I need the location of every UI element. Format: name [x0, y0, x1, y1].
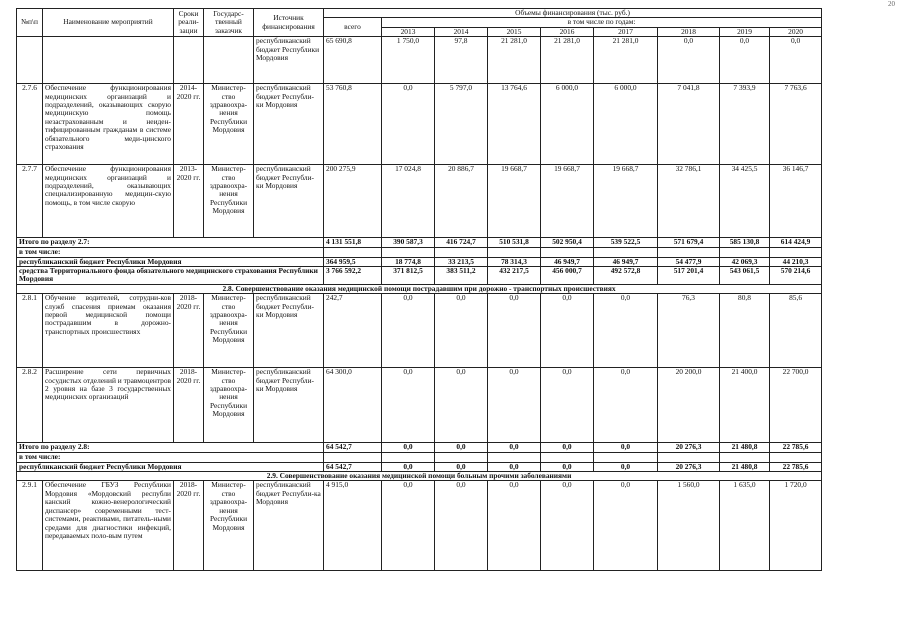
table-header — [17, 9, 822, 37]
header-terms: Сроки реали-зации — [174, 9, 204, 37]
amount-year: 0,0 — [720, 37, 770, 84]
amount-year: 46 949,7 — [594, 257, 658, 266]
amount-total: 3 766 592,2 — [324, 267, 382, 285]
amount-year: 21 480,8 — [720, 462, 770, 471]
empty-cell — [324, 453, 382, 462]
activity-name: Обеспечение функционирования медицинских организаций и подразделений, оказывающих специализированную медицин-скую помощь, в том числе скорую — [43, 165, 174, 238]
amount-year: 1 750,0 — [382, 37, 435, 84]
amount-year: 18 774,8 — [382, 257, 435, 266]
state-customer: Министер-ство здравоохра-нения Республики Мордовия — [204, 165, 254, 238]
empty-cell — [720, 248, 770, 257]
amount-year: 0,0 — [658, 37, 720, 84]
subtotal-caption-row — [17, 453, 822, 462]
header-year: 2019 — [720, 27, 770, 36]
amount-year: 78 314,3 — [488, 257, 541, 266]
implementation-terms — [174, 37, 204, 84]
amount-year: 0,0 — [541, 294, 594, 368]
amount-total: 4 131 551,8 — [324, 238, 382, 248]
summary-row — [17, 443, 822, 453]
table-row — [17, 37, 822, 84]
header-no: №п\п — [17, 9, 43, 37]
amount-year: 17 024,8 — [382, 165, 435, 238]
amount-year: 456 000,7 — [541, 267, 594, 285]
empty-cell — [541, 453, 594, 462]
empty-cell — [770, 248, 822, 257]
table-row — [17, 165, 822, 238]
subtotal-caption: в том числе: — [17, 453, 324, 462]
summary-row — [17, 267, 822, 285]
row-number: 2.7.6 — [17, 84, 43, 165]
table-row — [17, 481, 822, 571]
header-year: 2013 — [382, 27, 435, 36]
header-total: всего — [324, 18, 382, 37]
amount-year: 0,0 — [488, 462, 541, 471]
amount-year: 7 763,6 — [770, 84, 822, 165]
amount-year: 570 214,6 — [770, 267, 822, 285]
amount-year: 19 668,7 — [594, 165, 658, 238]
amount-year: 0,0 — [541, 481, 594, 571]
amount-year: 0,0 — [594, 462, 658, 471]
amount-total: 64 542,7 — [324, 443, 382, 453]
amount-year: 20 276,3 — [658, 462, 720, 471]
implementation-terms: 2018-2020 гг. — [174, 294, 204, 368]
amount-year: 20 200,0 — [658, 368, 720, 443]
amount-year: 21 281,0 — [541, 37, 594, 84]
empty-cell — [382, 453, 435, 462]
state-customer: Министер-ство здравоохра-нения Республики Мордовия — [204, 368, 254, 443]
amount-total: 53 760,8 — [324, 84, 382, 165]
activity-name: Обучение водителей, сотрудни-ков служб спасения приемам оказания первой медицинской помощи пострадавшим в дорожно-транспортных происшествиях — [43, 294, 174, 368]
table-row — [17, 294, 822, 368]
header-incl-years: в том числе по годам: — [382, 18, 822, 27]
implementation-terms: 2013-2020 гг. — [174, 165, 204, 238]
amount-year: 0,0 — [541, 462, 594, 471]
amount-year: 0,0 — [435, 294, 488, 368]
activity-name: Обеспечение ГБУЗ Республики Мордовия «Мордовский республи канский кожно-венерологический диспансер» современными тест-системами, реактивами, питатель-ными средами для диагностики инфекций, передаваемых поло-вым путем — [43, 481, 174, 571]
amount-year: 0,0 — [435, 462, 488, 471]
row-number: 2.7.7 — [17, 165, 43, 238]
funding-source: республиканский бюджет Республи-ки Мордовия — [254, 84, 324, 165]
amount-year: 571 679,4 — [658, 238, 720, 248]
amount-year: 0,0 — [488, 294, 541, 368]
amount-year: 44 210,3 — [770, 257, 822, 266]
amount-year: 0,0 — [594, 294, 658, 368]
amount-year: 7 041,8 — [658, 84, 720, 165]
amount-year: 0,0 — [488, 368, 541, 443]
state-customer: Министер-ство здравоохра-нения Республики Мордовия — [204, 84, 254, 165]
funding-source: республиканский бюджет Республи-ки Мордовия — [254, 368, 324, 443]
state-customer: Министер-ство здравоохра-нения Республики Мордовия — [204, 481, 254, 571]
empty-cell — [594, 248, 658, 257]
amount-year: 19 668,7 — [541, 165, 594, 238]
table-row — [17, 84, 822, 165]
row-number: 2.8.2 — [17, 368, 43, 443]
amount-year: 1 720,0 — [770, 481, 822, 571]
amount-year: 0,0 — [594, 443, 658, 453]
amount-year: 6 000,0 — [541, 84, 594, 165]
amount-year: 502 950,4 — [541, 238, 594, 248]
funding-source: республиканский бюджет Республи-ки Мордовия — [254, 294, 324, 368]
amount-year: 432 217,5 — [488, 267, 541, 285]
amount-year: 0,0 — [488, 481, 541, 571]
header-source: Источник финансирования — [254, 9, 324, 37]
amount-year: 0,0 — [488, 443, 541, 453]
state-customer — [204, 37, 254, 84]
implementation-terms: 2018-2020 гг. — [174, 368, 204, 443]
table-row — [17, 368, 822, 443]
section-heading: 2.8. Совершенствование оказания медицинской помощи пострадавшим при дорожно - транспортных происшествиях — [17, 284, 822, 293]
activity-name: Расширение сети первичных сосудистых отделений и травмоцентров 2 уровня на базе 3 государственных медицинских организаций — [43, 368, 174, 443]
amount-year: 80,8 — [720, 294, 770, 368]
amount-year: 0,0 — [435, 443, 488, 453]
empty-cell — [594, 453, 658, 462]
amount-total: 64 300,0 — [324, 368, 382, 443]
state-customer: Министер-ство здравоохра-нения Республики Мордовия — [204, 294, 254, 368]
amount-year: 0,0 — [541, 368, 594, 443]
amount-year: 383 511,2 — [435, 267, 488, 285]
amount-year: 510 531,8 — [488, 238, 541, 248]
amount-year: 416 724,7 — [435, 238, 488, 248]
amount-year: 42 069,3 — [720, 257, 770, 266]
amount-year: 0,0 — [594, 368, 658, 443]
implementation-terms: 2018-2020 гг. — [174, 481, 204, 571]
amount-year: 1 635,0 — [720, 481, 770, 571]
summary-row — [17, 462, 822, 471]
amount-year: 543 061,5 — [720, 267, 770, 285]
empty-cell — [658, 248, 720, 257]
amount-year: 0,0 — [382, 462, 435, 471]
activity-name: Обеспечение функционирования медицинских организаций и подразделений, оказывающих скорую медицинскую помощь незастрахованным и неиден-тифицированным гражданам в системе обязательного меди-цинского страхования — [43, 84, 174, 165]
table-body — [17, 37, 822, 571]
empty-cell — [541, 248, 594, 257]
subtotal-caption-row — [17, 248, 822, 257]
summary-label: Итого по разделу 2.7: — [17, 238, 324, 248]
summary-row — [17, 257, 822, 266]
amount-year: 34 425,5 — [720, 165, 770, 238]
amount-year: 0,0 — [382, 443, 435, 453]
section-heading: 2.9. Совершенствование оказания медицинской помощи больным прочими заболеваниями — [17, 472, 822, 481]
section-heading-row — [17, 472, 822, 481]
amount-total: 4 915,0 — [324, 481, 382, 571]
amount-year: 21 480,8 — [720, 443, 770, 453]
amount-year: 0,0 — [594, 481, 658, 571]
amount-year: 36 146,7 — [770, 165, 822, 238]
summary-label: республиканский бюджет Республики Мордовия — [17, 257, 324, 266]
amount-total: 364 959,5 — [324, 257, 382, 266]
amount-year: 20 886,7 — [435, 165, 488, 238]
summary-label: республиканский бюджет Республики Мордовия — [17, 462, 324, 471]
row-number: 2.9.1 — [17, 481, 43, 571]
row-number — [17, 37, 43, 84]
amount-year: 54 477,9 — [658, 257, 720, 266]
header-year: 2017 — [594, 27, 658, 36]
amount-year: 21 400,0 — [720, 368, 770, 443]
funding-source: республиканский бюджет Республи-ка Мордовия — [254, 481, 324, 571]
header-year: 2015 — [488, 27, 541, 36]
amount-year: 21 281,0 — [594, 37, 658, 84]
empty-cell — [770, 453, 822, 462]
activity-name — [43, 37, 174, 84]
amount-year: 5 797,0 — [435, 84, 488, 165]
amount-year: 22 785,6 — [770, 443, 822, 453]
amount-year: 22 700,0 — [770, 368, 822, 443]
summary-label: Итого по разделу 2.8: — [17, 443, 324, 453]
empty-cell — [658, 453, 720, 462]
empty-cell — [488, 453, 541, 462]
amount-year: 0,0 — [435, 368, 488, 443]
amount-total: 64 542,7 — [324, 462, 382, 471]
funding-source: республиканский бюджет Республи-ки Мордовия — [254, 165, 324, 238]
amount-year: 19 668,7 — [488, 165, 541, 238]
empty-cell — [382, 248, 435, 257]
header-year: 2016 — [541, 27, 594, 36]
empty-cell — [435, 453, 488, 462]
amount-year: 0,0 — [382, 481, 435, 571]
amount-year: 0,0 — [541, 443, 594, 453]
amount-year: 7 393,9 — [720, 84, 770, 165]
financing-table — [16, 8, 822, 571]
amount-year: 13 764,6 — [488, 84, 541, 165]
amount-year: 585 130,8 — [720, 238, 770, 248]
amount-year: 97,8 — [435, 37, 488, 84]
amount-year: 492 572,8 — [594, 267, 658, 285]
amount-year: 0,0 — [770, 37, 822, 84]
amount-total: 65 690,8 — [324, 37, 382, 84]
amount-total: 200 275,9 — [324, 165, 382, 238]
amount-year: 6 000,0 — [594, 84, 658, 165]
header-year: 2018 — [658, 27, 720, 36]
amount-year: 0,0 — [435, 481, 488, 571]
amount-year: 46 949,7 — [541, 257, 594, 266]
page-number: 20 — [888, 0, 895, 8]
funding-source: республиканский бюджет Республики Мордовия — [254, 37, 324, 84]
header-name: Наименование мероприятий — [43, 9, 174, 37]
amount-year: 85,6 — [770, 294, 822, 368]
implementation-terms: 2014-2020 гг. — [174, 84, 204, 165]
summary-row — [17, 238, 822, 248]
amount-year: 539 522,5 — [594, 238, 658, 248]
amount-year: 614 424,9 — [770, 238, 822, 248]
amount-year: 0,0 — [382, 368, 435, 443]
amount-year: 1 560,0 — [658, 481, 720, 571]
row-number: 2.8.1 — [17, 294, 43, 368]
header-volumes: Объемы финансирования (тыс. руб.) — [324, 9, 822, 18]
amount-total: 242,7 — [324, 294, 382, 368]
summary-label: средства Территориального фонда обязательного медицинского страхования Республики Мордовия — [17, 267, 324, 285]
amount-year: 32 786,1 — [658, 165, 720, 238]
amount-year: 390 587,3 — [382, 238, 435, 248]
subtotal-caption: в том числе: — [17, 248, 324, 257]
header-customer: Государс-твенный заказчик — [204, 9, 254, 37]
amount-year: 33 213,5 — [435, 257, 488, 266]
empty-cell — [488, 248, 541, 257]
amount-year: 0,0 — [382, 294, 435, 368]
empty-cell — [720, 453, 770, 462]
empty-cell — [324, 248, 382, 257]
header-year: 2014 — [435, 27, 488, 36]
amount-year: 20 276,3 — [658, 443, 720, 453]
header-year: 2020 — [770, 27, 822, 36]
amount-year: 21 281,0 — [488, 37, 541, 84]
amount-year: 76,3 — [658, 294, 720, 368]
empty-cell — [435, 248, 488, 257]
amount-year: 22 785,6 — [770, 462, 822, 471]
amount-year: 517 201,4 — [658, 267, 720, 285]
amount-year: 371 812,5 — [382, 267, 435, 285]
section-heading-row — [17, 284, 822, 293]
amount-year: 0,0 — [382, 84, 435, 165]
